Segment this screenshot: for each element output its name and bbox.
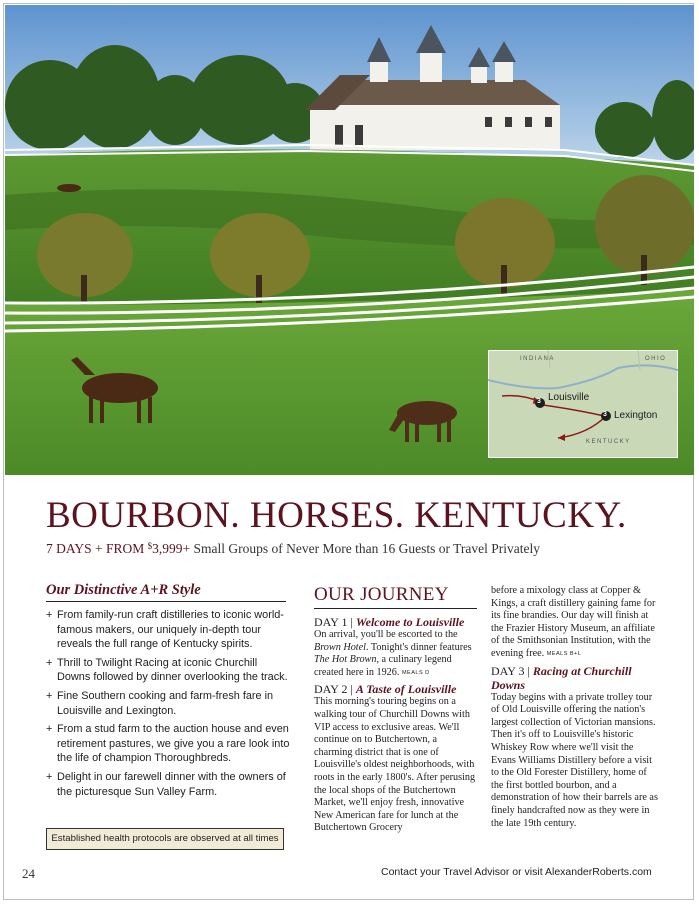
- day-3-text: Today begins with a private trolley tour of Old Louisville offering the nation's largest collection of Victorian mansions. Then it's off to Louisville's historic Whiskey Row where we'll visit the Evans Williams Distillery before a visit to the Old Forester Distillery, home of the first bottled bourbon, and a demonstration of how their barrels are as finely handcrafted now as they were in the late 19th century.: [491, 691, 658, 829]
- journey-heading: OUR JOURNEY: [314, 584, 477, 609]
- price-currency: $: [147, 541, 153, 551]
- health-protocol-note: Established health protocols are observed at all times: [46, 828, 284, 850]
- style-bullet: + From a stud farm to the auction house and even retirement pastures, we give you a rare look into the life of champion Thoroughbreds.: [46, 723, 290, 765]
- louisville-nights: 3: [537, 398, 541, 405]
- page-number: 24: [22, 866, 35, 881]
- day-1-text: On arrival, you'll be escorted to the Brown Hotel. Tonight's dinner features The Hot Brown, a culinary legend created here in 1926. MEALS D: [314, 629, 472, 678]
- day-2-heading: DAY 2 | A Taste of Louisville: [314, 682, 457, 697]
- map-label-ohio: OHIO: [645, 356, 667, 362]
- style-heading: Our Distinctive A+R Style: [46, 582, 286, 602]
- day-1-heading: DAY 1 | Welcome to Louisville: [314, 615, 465, 629]
- map-city-lexington: Lexington: [614, 410, 658, 421]
- day-2-text-continued: before a mixology class at Copper & Kings, a craft distillery gaining fame for its fine brandies. Our day will finish at the Frazier History Museum, an affiliate of the Smithsonian Institution, with the evening free. MEALS B+L: [491, 585, 656, 659]
- style-bullet: + Delight in our farewell dinner with the owners of the picturesque Sun Valley Farm.: [46, 770, 286, 798]
- day-1-meals: MEALS D: [401, 669, 430, 676]
- journey-column-2: [491, 585, 659, 830]
- day-2-text: This morning's touring begins on a walking tour of Churchill Downs with VIP access to exclusive areas. We'll continue on to Butchertown, a charming district that is one of Louisville's oldest neighborhoods, with roots in the early 1800's. After perusing the local shops of the Butchertown Market, we'll enjoy fresh, innovative New American fare for lunch at the Butchertown Grocery: [314, 696, 476, 834]
- group-size-note: Small Groups of Never More than 16 Guests or Travel Privately: [190, 541, 540, 556]
- style-bullet: + Thrill to Twilight Racing at iconic Churchill Downs followed by dinner overlooking the track.: [46, 656, 288, 684]
- map-label-indiana: INDIANA: [520, 356, 555, 362]
- page-title: BOURBON. HORSES. KENTUCKY.: [46, 495, 627, 536]
- route-map: [488, 350, 678, 458]
- footer-contact: Contact your Travel Advisor or visit AlexanderRoberts.com: [381, 866, 652, 878]
- style-bullet: + From family-run craft distilleries to iconic world-famous makers, our uniquely in-depth tour reveals the full range of Kentucky spirits.: [46, 609, 284, 651]
- journey-column-1: [314, 615, 478, 835]
- style-bullets: [46, 608, 290, 803]
- lexington-nights: 3: [603, 411, 607, 418]
- trip-summary: [46, 541, 540, 557]
- day-2-meals: MEALS B+L: [546, 650, 582, 657]
- trip-price: 3,999+: [152, 541, 191, 556]
- day-3-heading: DAY 3 | Racing at Churchill Downs: [491, 663, 632, 692]
- style-bullet: + Fine Southern cooking and farm-fresh fare in Louisville and Lexington.: [46, 689, 274, 717]
- map-label-kentucky: KENTUCKY: [586, 439, 631, 445]
- trip-days: 7 DAYS + FROM: [46, 541, 148, 556]
- map-city-louisville: Louisville: [548, 392, 590, 403]
